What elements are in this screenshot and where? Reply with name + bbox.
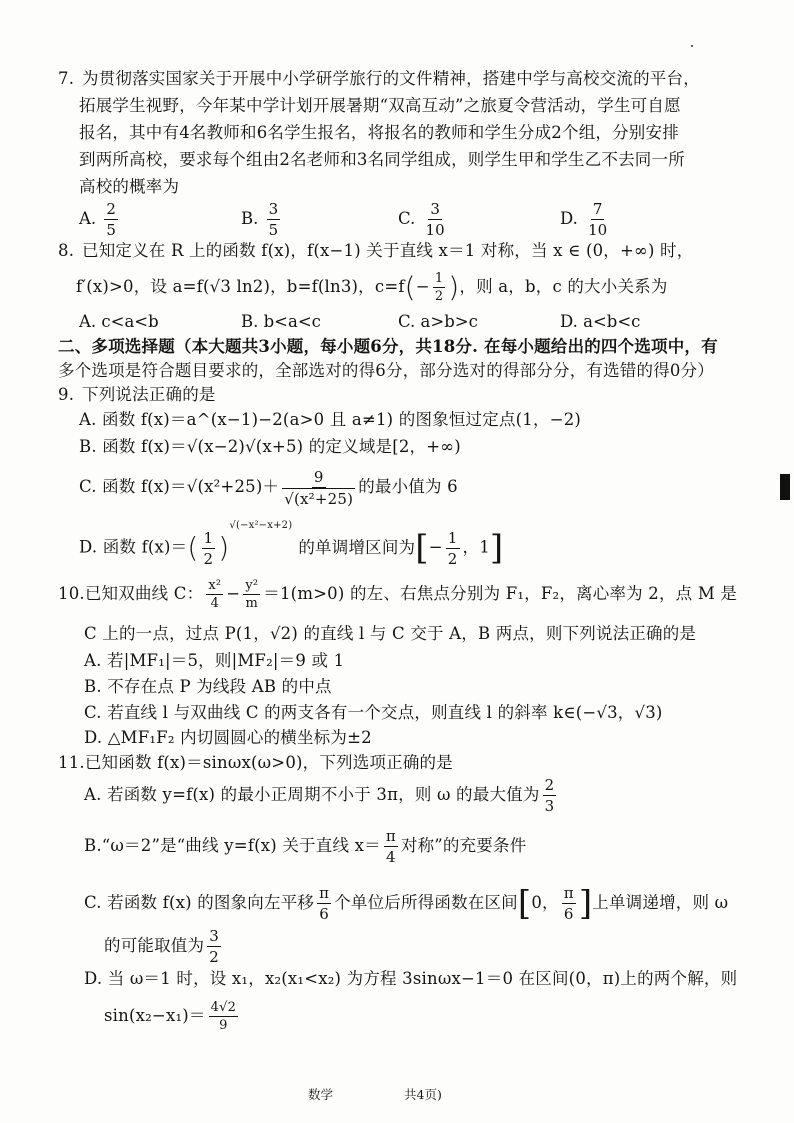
- q8-line-2: f′(x)>0，设 a=f(√3 ln2)，b=f(ln3)，c=f(− $\frac{1}{2}$ )，则 a，b，c 的大小关系为: [76, 270, 668, 304]
- q8-number: 8.: [58, 241, 75, 260]
- q7-option-b: B. $\frac{3}{5}$: [241, 200, 279, 239]
- edge-binding-mark: [780, 474, 790, 500]
- footer-page-count: 共4页): [404, 1087, 442, 1102]
- scan-speck: [691, 45, 693, 47]
- q9-stem: 9. 下列说法正确的是: [58, 385, 216, 404]
- q9-option-c: C. 函数 f(x)＝√(x²+25)＋ $\frac{9}{\text{√(x²+25)}}$ 的最小值为 6: [79, 467, 458, 508]
- q11-stem: 11.已知函数 f(x)＝sinωx(ω>0)，下列选项正确的是: [58, 753, 453, 772]
- q11-number: 11.: [58, 753, 85, 772]
- q7-option-d: D. $\frac{7}{10}$: [560, 200, 608, 239]
- q7-line-1: 7. 为贯彻落实国家关于开展中小学研学旅行的文件精神，搭建中学与高校交流的平台，: [58, 69, 700, 88]
- q7-line-5: 高校的概率为: [79, 177, 180, 196]
- q9-number: 9.: [58, 385, 75, 404]
- q10-option-d: D. △MF₁F₂ 内切圆圆心的横坐标为±2: [84, 728, 372, 747]
- q8-line-1: 8. 已知定义在 R 上的函数 f(x)，f(x−1) 关于直线 x＝1 对称，当 x ∈ (0，+∞) 时，: [58, 241, 694, 260]
- q7-number: 7.: [58, 69, 75, 88]
- q11-option-c: C. 若函数 f(x) 的图象向左平移 $\frac{\pi}{6}$ 个单位后所得函数在区间[0， $\frac{\pi}{6}$ ]上单调递增，则 ω: [84, 883, 729, 924]
- q7-option-a: A. $\frac{2}{5}$: [79, 200, 116, 239]
- q9-option-a: A. 函数 f(x)＝a^(x−1)−2(a>0 且 a≠1) 的图象恒过定点(1，−2): [79, 410, 582, 429]
- q8-option-c: C. a>b>c: [398, 312, 478, 331]
- q10-option-b: B. 不存在点 P 为线段 AB 的中点: [84, 677, 332, 696]
- q8-option-d: D. a<b<c: [560, 312, 641, 331]
- q9-option-b: B. 函数 f(x)＝√(x−2)√(x+5) 的定义域是[2，+∞): [79, 437, 461, 456]
- q10-number: 10.: [58, 584, 85, 603]
- q11-option-b: B.“ω＝2”是“曲线 y=f(x) 关于直线 x＝ $\frac{\pi}{4}$ 对称”的充要条件: [84, 827, 527, 866]
- q9-option-d: D. 函数 f(x)＝( $\frac{1}{2}$ )$^{√(-x^2-x+2)}$的单调增区间为[− $\frac{1}{2}$ ，1]: [79, 520, 504, 568]
- q11-option-c-continued: 的可能取值为 $\frac{3}{2}$: [104, 927, 219, 966]
- q7-line-4: 到两所高校，要求每个组由2名老师和3名同学组成，则学生甲和学生乙不去同一所: [79, 150, 685, 169]
- q10-option-a: A. 若|MF₁|＝5，则|MF₂|＝9 或 1: [84, 651, 345, 670]
- q7-line-2: 拓展学生视野，今年某中学计划开展暑期“双高互动”之旅夏令营活动，学生可自愿: [79, 96, 681, 115]
- section-2-header-line-1: 二、多项选择题（本大题共3小题，每小题6分，共18分. 在每小题给出的四个选项中，有: [58, 337, 718, 356]
- q7-option-c: C. $\frac{3}{10}$: [398, 200, 445, 239]
- q8-option-a: A. c<a<b: [79, 312, 159, 331]
- q10-option-c: C. 若直线 l 与双曲线 C 的两支各有一个交点，则直线 l 的斜率 k∈(−√3，√3): [84, 703, 663, 722]
- footer-subject: 数学: [308, 1087, 334, 1102]
- q11-option-d-line-1: D. 当 ω＝1 时，设 x₁，x₂(x₁<x₂) 为方程 3sinωx−1＝0 在区间(0，π)上的两个解，则: [84, 969, 738, 988]
- q10-line-1: 10.已知双曲线 C： $\frac{\text{x²}}{4}$ − $\frac{\text{y²}}{m}$ ＝1(m>0) 的左、右焦点分别为 F₁，F₂，离心率为 2，点 M 是: [58, 574, 737, 614]
- q8-option-b: B. b<a<c: [241, 312, 321, 331]
- section-2-header-line-2: 多个选项是符合题目要求的，全部选对的得6分，部分选对的得部分分，有选错的得0分）: [58, 361, 714, 380]
- q11-option-d-line-2: sin(x₂−x₁)＝ $\frac{4√2}{9}$: [104, 1000, 237, 1033]
- q7-line-3: 报名，其中有4名教师和6名学生报名，将报名的教师和学生分成2个组，分别安排: [79, 123, 679, 142]
- q11-option-a: A. 若函数 y=f(x) 的最小正周期不小于 3π，则 ω 的最大值为 $\frac{2}{3}$: [84, 776, 555, 815]
- q10-line-2: C 上的一点，过点 P(1，√2) 的直线 l 与 C 交于 A，B 两点，则下列说法正确的是: [84, 624, 697, 643]
